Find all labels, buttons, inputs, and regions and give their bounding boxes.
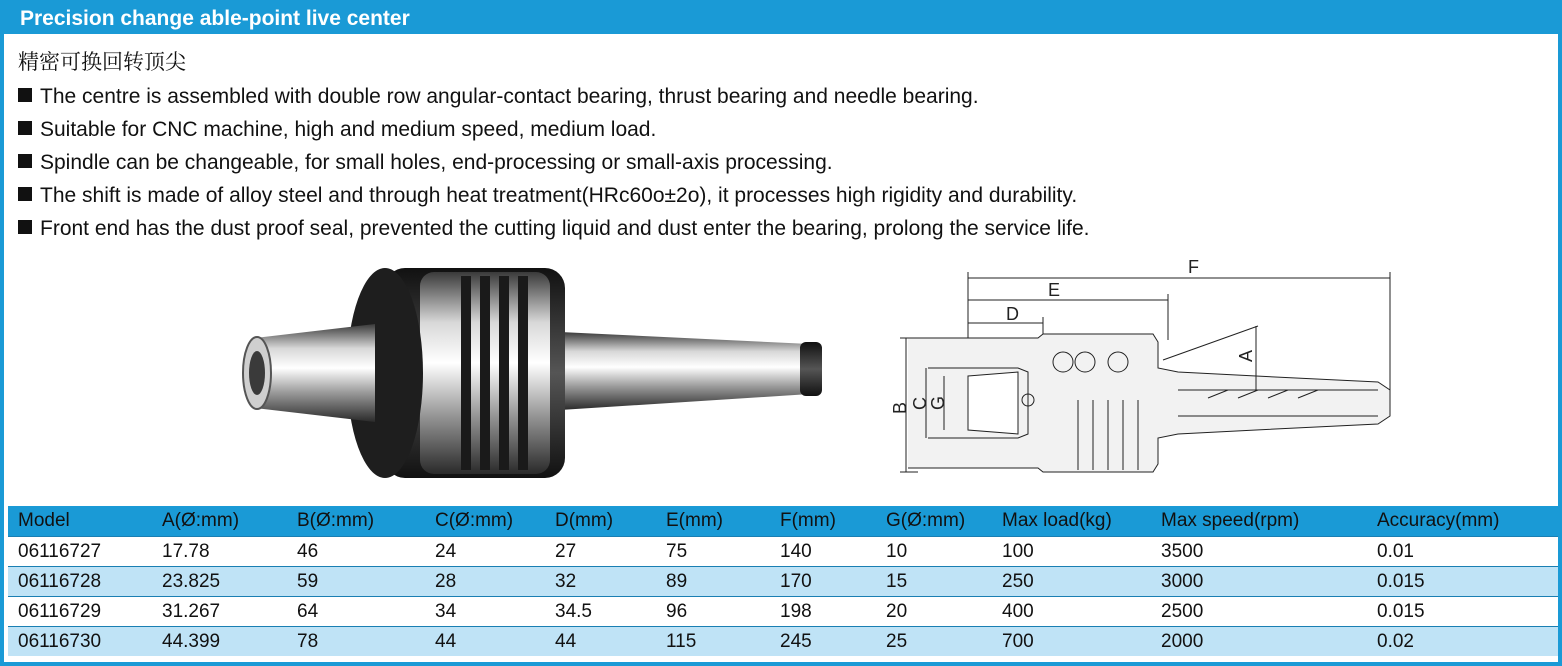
col-header: C(Ø:mm) xyxy=(425,506,545,537)
col-header: Max speed(rpm) xyxy=(1151,506,1367,537)
col-header: B(Ø:mm) xyxy=(287,506,425,537)
col-header: D(mm) xyxy=(545,506,656,537)
table-row: 06116727 17.78 46 24 27 75 140 10 100 3500 0.01 xyxy=(8,537,1558,567)
col-header: E(mm) xyxy=(656,506,770,537)
table-header-row xyxy=(8,506,1558,537)
col-header: Accuracy(mm) xyxy=(1367,506,1558,537)
chinese-subtitle: 精密可换回转顶尖 xyxy=(18,50,186,74)
table-row: 06116730 44.399 78 44 44 115 245 25 700 2000 0.02 xyxy=(8,627,1558,657)
bullet-square-icon xyxy=(18,220,32,234)
label-d: D xyxy=(1006,304,1019,324)
label-a: A xyxy=(1236,349,1256,362)
feature-item: The centre is assembled with double row angular-contact bearing, thrust bearing and needle bearing. xyxy=(18,84,1090,117)
bullet-square-icon xyxy=(18,121,32,135)
bullet-square-icon xyxy=(18,187,32,201)
spec-table xyxy=(8,506,1558,656)
feature-item: Front end has the dust proof seal, prevented the cutting liquid and dust enter the bearing, prolong the service life. xyxy=(18,216,1090,249)
label-c: C xyxy=(910,397,930,410)
bullet-square-icon xyxy=(18,154,32,168)
feature-list xyxy=(18,84,1090,249)
col-header: Max load(kg) xyxy=(992,506,1151,537)
label-g: G xyxy=(928,395,948,410)
live-center-photo xyxy=(235,262,835,484)
feature-item: The shift is made of alloy steel and through heat treatment(HRc60o±2o), it processes high rigidity and durability. xyxy=(18,183,1090,216)
label-f: F xyxy=(1188,257,1199,277)
table-row: 06116729 31.267 64 34 34.5 96 198 20 400 2500 0.015 xyxy=(8,597,1558,627)
label-e: E xyxy=(1048,280,1061,300)
feature-item: Suitable for CNC machine, high and medium speed, medium load. xyxy=(18,117,1090,150)
dimension-drawing xyxy=(878,250,1408,490)
feature-item: Spindle can be changeable, for small holes, end-processing or small-axis processing. xyxy=(18,150,1090,183)
col-header: Model xyxy=(8,506,152,537)
bullet-square-icon xyxy=(18,88,32,102)
label-b: B xyxy=(890,401,910,414)
table-row: 06116728 23.825 59 28 32 89 170 15 250 3000 0.015 xyxy=(8,567,1558,597)
page-title: Precision change able-point live center xyxy=(4,4,1558,34)
col-header: F(mm) xyxy=(770,506,876,537)
col-header: A(Ø:mm) xyxy=(152,506,287,537)
col-header: G(Ø:mm) xyxy=(876,506,992,537)
